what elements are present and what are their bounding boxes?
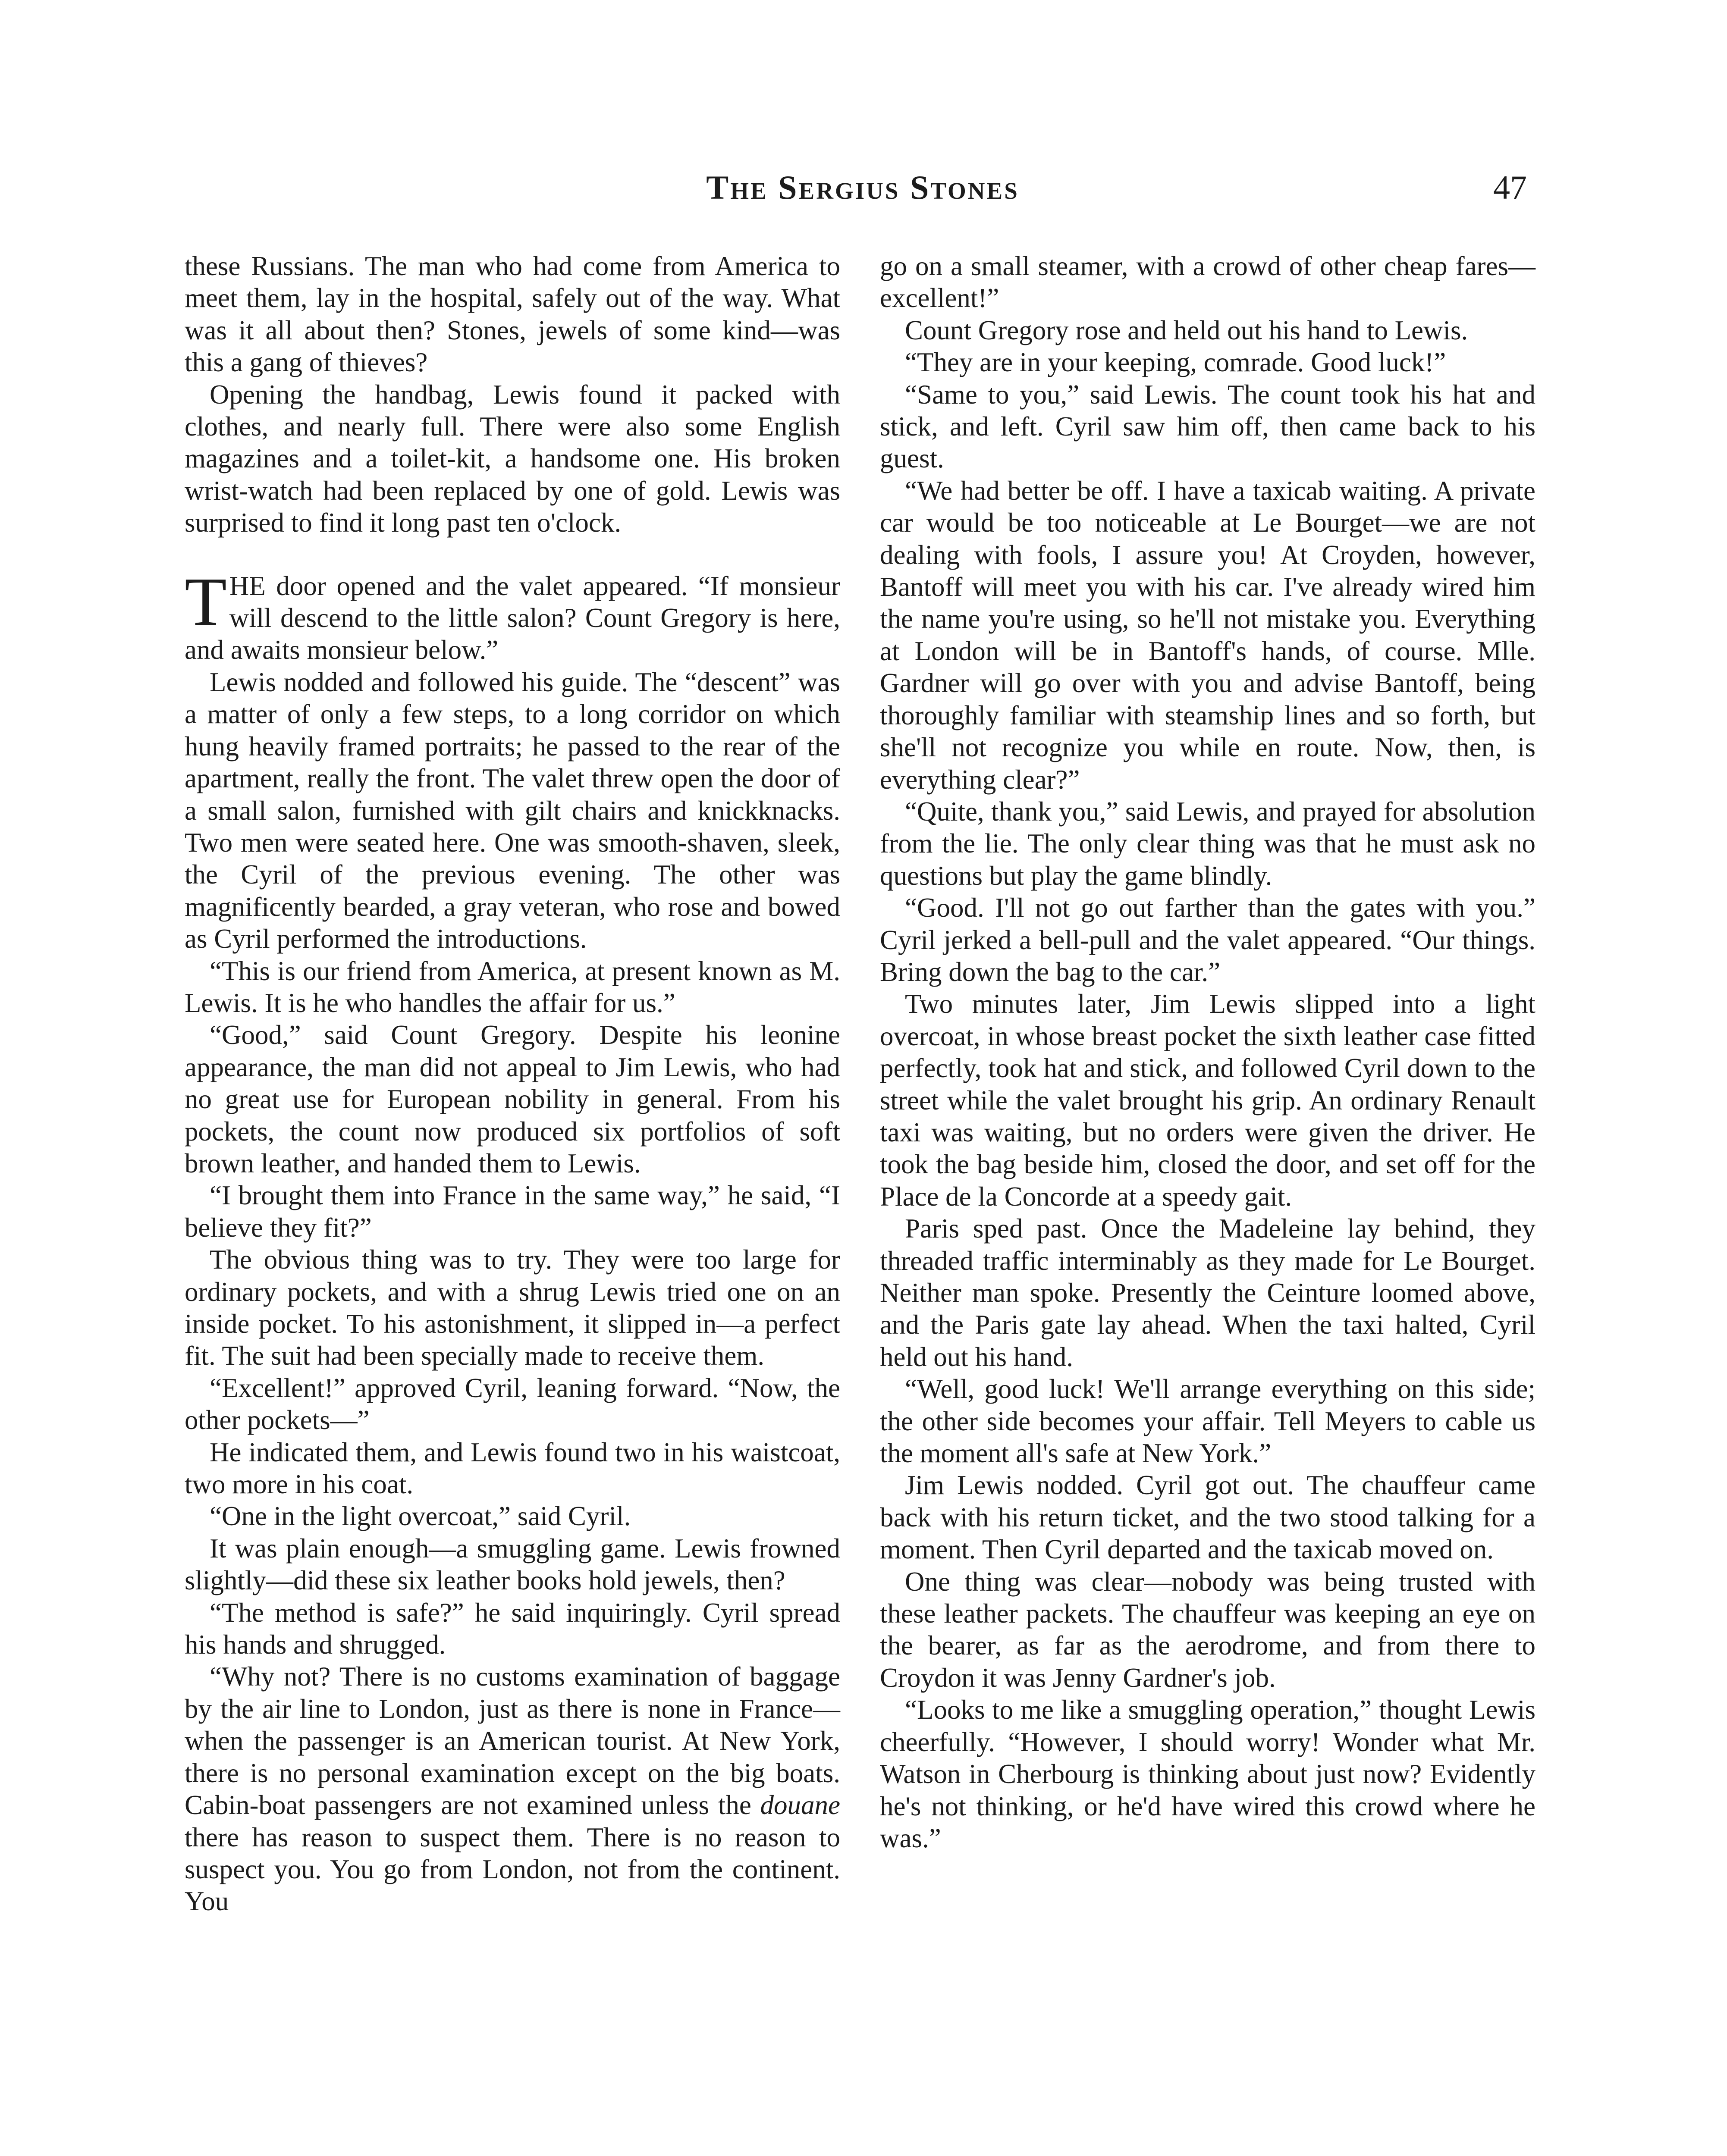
paragraph: “Looks to me like a smuggling operation,” thought Lewis cheerfully. “However, I should worry! Wonder what Mr. Watson in Cherbourg is thinking about just now? Evidently he's not thinking, or he'd have wired this crowd where he was.” (880, 1695, 1535, 1853)
paragraph: The obvious thing was to try. They were too large for ordinary pockets, and with a shrug Lewis tried one on an inside pocket. To his astonishment, it slipped in—a perfect fit. The suit had been specially made to receive them. (185, 1244, 840, 1371)
paragraph: “The method is safe?” he said inquiringly. Cyril spread his hands and shrugged. (185, 1597, 840, 1660)
paragraph: “Good,” said Count Gregory. Despite his leonine appearance, the man did not appeal to Jim Lewis, who had no great use for European nobility in general. From his pockets, the count now produced six portfolios of soft brown leather, and handed them to Lewis. (185, 1020, 840, 1178)
paragraph: these Russians. The man who had come from America to meet them, lay in the hospital, safely out of the way. What was it all about then? Stones, jewels of some kind—was this a gang of thieves? (185, 251, 840, 378)
paragraph: Opening the handbag, Lewis found it packed with clothes, and nearly full. There were also some English magazines and a toilet-kit, a handsome one. His broken wrist-watch had been replaced by one of gold. Lewis was surprised to find it long past ten o'clock. (185, 379, 840, 538)
paragraph: Two minutes later, Jim Lewis slipped into a light overcoat, in whose breast pocket the sixth leather case fitted perfectly, took hat and stick, and followed Cyril down to the street while the valet brought his grip. An ordinary Renault taxi was waiting, but no orders were given the driver. He took the bag beside him, closed the door, and set off for the Place de la Concorde at a speedy gait. (880, 989, 1535, 1212)
paragraph: It was plain enough—a smuggling game. Lewis frowned slightly—did these six leather books hold jewels, then? (185, 1533, 840, 1596)
paragraph: “Same to you,” said Lewis. The count took his hat and stick, and left. Cyril saw him off, then came back to his guest. (880, 379, 1535, 474)
left-column (185, 250, 840, 1918)
paragraph: He indicated them, and Lewis found two in his waistcoat, two more in his coat. (185, 1437, 840, 1500)
paragraph: Lewis nodded and followed his guide. The “descent” was a matter of only a few steps, to a long corridor on which hung heavily framed portraits; he passed to the rear of the apartment, really the front. The valet threw open the door of a small salon, furnished with gilt chairs and knickknacks. Two men were seated here. One was smooth-shaven, sleek, the Cyril of the previous evening. The other was magnificently bearded, a gray veteran, who rose and bowed as Cyril performed the introductions. (185, 667, 840, 954)
paragraph: “Good. I'll not go out farther than the gates with you.” Cyril jerked a bell-pull and the valet appeared. “Our things. Bring down the bag to the car.” (880, 893, 1535, 987)
paragraph: “Well, good luck! We'll arrange everything on this side; the other side becomes your affair. Tell Meyers to cable us the moment all's safe at New York.” (880, 1374, 1535, 1469)
right-column (880, 250, 1535, 1854)
running-head-title: The Sergius Stones (706, 169, 1019, 206)
paragraph-text: there has reason to suspect them. There is no reason to suspect you. You go from London, not from the continent. You (185, 1822, 840, 1917)
paragraph-text: “Why not? There is no customs examination of baggage by the air line to London, just as there is none in France—when the passenger is an American tourist. At New York, there is no personal examination except on the big boats. Cabin-boat passengers are not examined unless the (185, 1661, 840, 1821)
paragraph: go on a small steamer, with a crowd of other cheap fares—excellent!” (880, 251, 1535, 313)
paragraph: “One in the light overcoat,” said Cyril. (210, 1501, 631, 1532)
paragraph: Paris sped past. Once the Madeleine lay behind, they threaded traffic interminably as they made for Le Bourget. Neither man spoke. Presently the Ceinture loomed above, and the Paris gate lay ahead. When the taxi halted, Cyril held out his hand. (880, 1213, 1535, 1372)
section-start-paragraph (185, 563, 840, 666)
paragraph: “This is our friend from America, at present known as M. Lewis. It is he who handles the affair for us.” (185, 956, 840, 1018)
paragraph: “Quite, thank you,” said Lewis, and prayed for absolution from the lie. The only clear thing was that he must ask no questions but play the game blindly. (880, 796, 1535, 891)
paragraph (185, 1661, 840, 1917)
page-number: 47 (1493, 169, 1527, 206)
paragraph: “They are in your keeping, comrade. Good luck!” (905, 347, 1446, 378)
paragraph: “I brought them into France in the same way,” he said, “I believe they fit?” (185, 1180, 840, 1243)
paragraph: “We had better be off. I have a taxicab waiting. A private car would be too noticeable at Le Bourget—we are not dealing with fools, I assure you! At Croyden, however, Bantoff will meet you with his car. I've already wired him the name you're using, so he'll not mistake you. Everything at London will be in Bantoff's hands, of course. Mlle. Gardner will go over with you and advise Bantoff, being thoroughly familiar with steamship lines and so forth, but she'll not recognize you while en route. Now, then, is everything clear?” (880, 475, 1535, 795)
paragraph: “Excellent!” approved Cyril, leaning forward. “Now, the other pockets—” (185, 1373, 840, 1435)
paragraph: Jim Lewis nodded. Cyril got out. The chauffeur came back with his return ticket, and the two stood talking for a moment. Then Cyril departed and the taxicab moved on. (880, 1470, 1535, 1565)
italic-word: douane (760, 1790, 840, 1821)
paragraph: One thing was clear—nobody was being trusted with these leather packets. The chauffeur was keeping an eye on the bearer, as far as the aerodrome, and from there to Croydon it was Jenny Gardner's job. (880, 1566, 1535, 1693)
paragraph: Count Gregory rose and held out his hand to Lewis. (905, 315, 1468, 345)
paragraph-text: HE door opened and the valet appeared. “If monsieur will descend to the little salon? Count Gregory is here, and awaits monsieur below.” (185, 570, 840, 665)
drop-cap: T (185, 563, 227, 640)
